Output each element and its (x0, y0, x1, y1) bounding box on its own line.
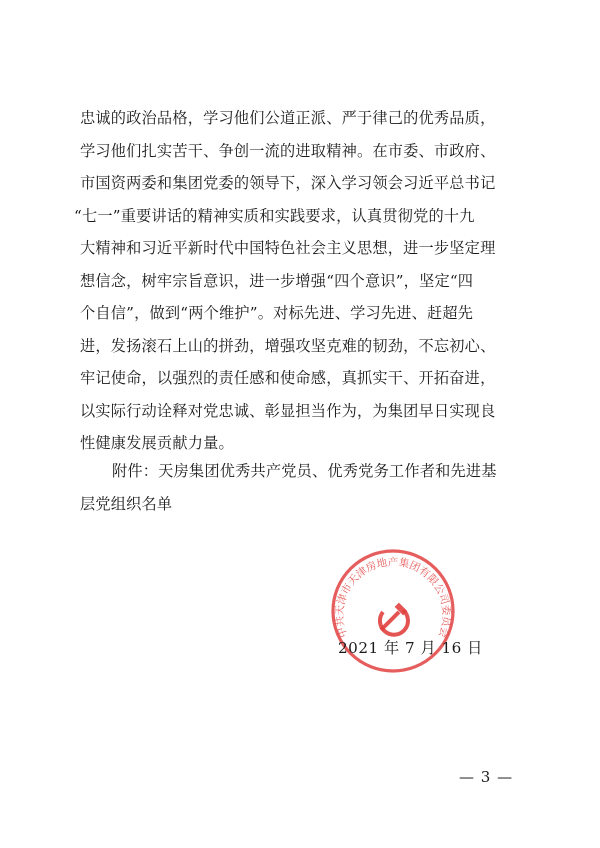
seal-text: 中共天津市天津房地产集团有限公司委员会 (333, 556, 453, 640)
attachment-line: 层党组织名单 (80, 495, 173, 513)
body-text-line: 个自信”，做到“两个维护”。对标先进、学习先进、赶超先 (80, 304, 474, 322)
body-text-line: 大精神和习近平新时代中国特色社会主义思想，进一步坚定理 (80, 239, 496, 257)
body-text-line: “七一”重要讲话的精神实质和实践要求，认真贯彻党的十九 (74, 207, 475, 225)
hammer-sickle-icon (380, 603, 408, 635)
body-text-line: 忠诚的政治品格，学习他们公道正派、严于律己的优秀品质， (80, 109, 496, 127)
body-text-line: 市国资两委和集团党委的领导下，深入学习领会习近平总书记 (80, 174, 496, 192)
date-line: 2021 年 7 月 16 日 (338, 639, 483, 657)
body-text-line: 性健康发展贡献力量。 (80, 434, 234, 452)
body-text-line: 想信念，树牢宗旨意识，进一步增强“四个意识”，坚定“四 (80, 272, 474, 290)
attachment-line: 附件：天房集团优秀共产党员、优秀党务工作者和先进基 (112, 462, 497, 480)
body-text-line: 进，发扬滚石上山的拼劲，增强攻坚克难的韧劲，不忘初心、 (80, 337, 496, 355)
body-text-line: 学习他们扎实苦干、争创一流的进取精神。在市委、市政府、 (80, 142, 496, 160)
body-text-line: 牢记使命，以强烈的责任感和使命感，真抓实干、开拓奋进， (80, 369, 496, 387)
page-number: — 3 — (459, 768, 514, 786)
body-text-line: 以实际行动诠释对党忠诚、彰显担当作为，为集团早日实现良 (80, 402, 496, 420)
